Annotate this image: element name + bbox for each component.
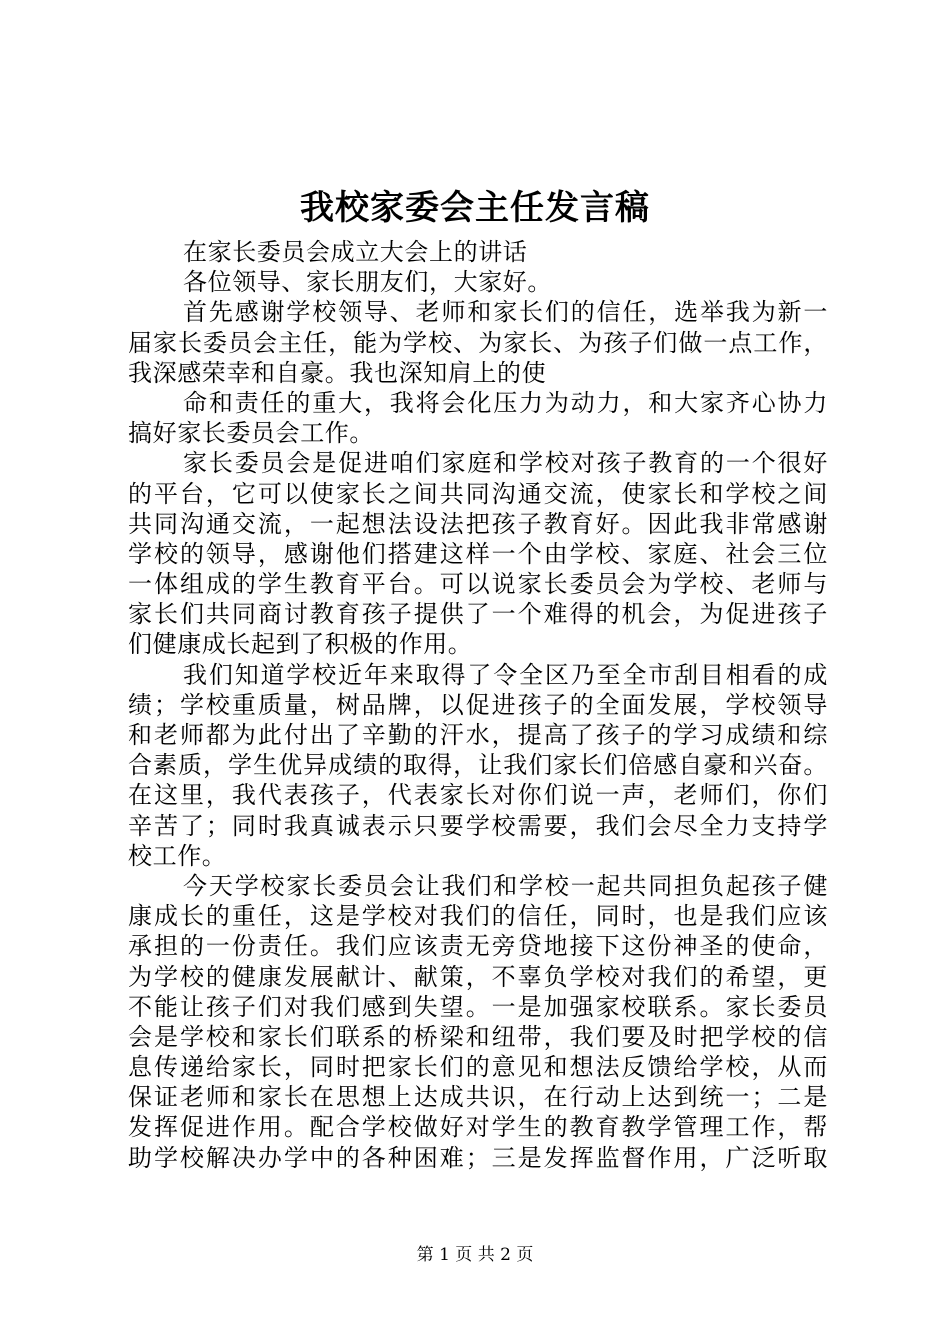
text-line: 们健康成长起到了积极的作用。	[128, 630, 473, 659]
text-line: 家长委员会是促进咱们家庭和学校对孩子教育的一个很好	[183, 449, 828, 478]
text-line: 搞好家长委员会工作。	[128, 419, 374, 448]
text-line: 各位领导、家长朋友们，大家好。	[183, 268, 552, 297]
text-line: 届家长委员会主任，能为学校、为家长、为孩子们做一点工作，	[128, 328, 828, 357]
text-line: 发挥促进作用。配合学校做好对学生的教育教学管理工作，帮	[128, 1113, 828, 1142]
text-line: 家长们共同商讨教育孩子提供了一个难得的机会，为促进孩子	[128, 600, 828, 629]
text-line: 在这里，我代表孩子，代表家长对你们说一声，老师们，你们	[128, 781, 828, 810]
text-line: 共同沟通交流，一起想法设法把孩子教育好。因此我非常感谢	[128, 509, 828, 538]
text-line: 在家长委员会成立大会上的讲话	[183, 238, 528, 266]
text-line: 首先感谢学校领导、老师和家长们的信任，选举我为新一	[183, 298, 828, 327]
text-line: 校工作。	[128, 841, 227, 870]
text-line: 保证老师和家长在思想上达成共识，在行动上达到统一；二是	[128, 1083, 828, 1112]
text-line: 绩；学校重质量，树品牌，以促进孩子的全面发展，学校领导	[128, 690, 828, 719]
text-line: 合素质，学生优异成绩的取得，让我们家长们倍感自豪和兴奋。	[128, 751, 828, 780]
text-line: 助学校解决办学中的各种困难；三是发挥监督作用，广泛听取	[128, 1143, 828, 1172]
text-line: 和老师都为此付出了辛勤的汗水，提高了孩子的学习成绩和综	[128, 721, 828, 749]
document-title: 我校家委会主任发言稿	[300, 188, 650, 228]
text-line: 一体组成的学生教育平台。可以说家长委员会为学校、老师与	[128, 570, 828, 599]
text-line: 为学校的健康发展献计、献策，不辜负学校对我们的希望，更	[128, 962, 828, 991]
page-number-footer: 第 1 页 共 2 页	[416, 1245, 534, 1265]
text-line: 今天学校家长委员会让我们和学校一起共同担负起孩子健	[183, 871, 828, 900]
text-line: 息传递给家长，同时把家长们的意见和想法反馈给学校，从而	[128, 1053, 828, 1082]
text-line: 承担的一份责任。我们应该责无旁贷地接下这份神圣的使命，	[128, 932, 828, 961]
text-line: 的平台，它可以使家长之间共同沟通交流，使家长和学校之间	[128, 479, 828, 508]
text-line: 我深感荣幸和自豪。我也深知肩上的使	[128, 358, 547, 387]
text-line: 会是学校和家长们联系的桥梁和纽带，我们要及时把学校的信	[128, 1022, 828, 1051]
document-body	[128, 237, 828, 1173]
text-line: 康成长的重任，这是学校对我们的信任，同时，也是我们应该	[128, 902, 828, 931]
text-line: 我们知道学校近年来取得了令全区乃至全市刮目相看的成	[183, 660, 828, 689]
text-line: 学校的领导，感谢他们搭建这样一个由学校、家庭、社会三位	[128, 539, 828, 568]
text-line: 不能让孩子们对我们感到失望。一是加强家校联系。家长委员	[128, 992, 828, 1021]
text-line: 辛苦了；同时我真诚表示只要学校需要，我们会尽全力支持学	[128, 811, 828, 840]
text-line: 命和责任的重大，我将会化压力为动力，和大家齐心协力	[183, 388, 828, 417]
